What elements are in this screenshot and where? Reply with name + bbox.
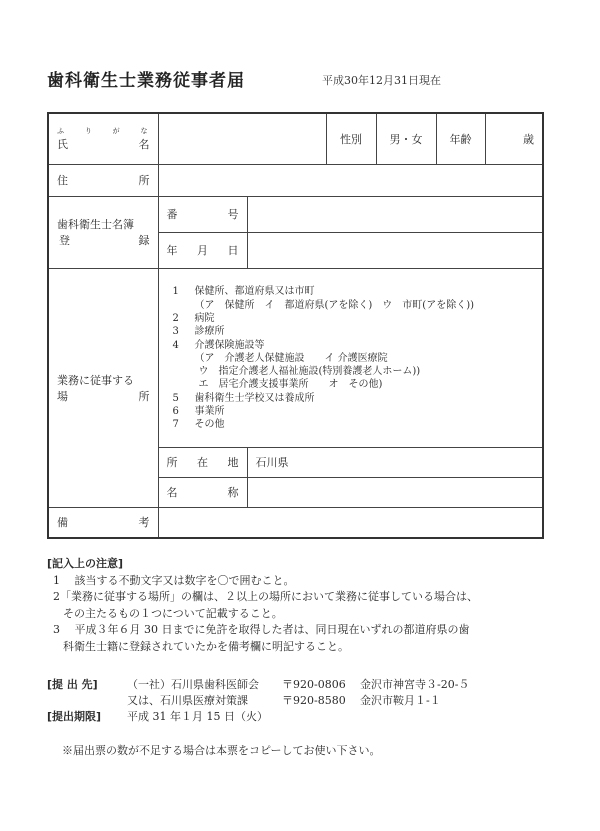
deadline-label: [提出期限] [47,710,102,723]
notes-section [47,556,557,655]
workplace-location-label: 所 在 地 [158,447,247,477]
registration-form-table [47,112,544,539]
workplace-sub-option[interactable]: （ア 介護老人保健施設 イ 介護医療院 [194,352,388,364]
workplace-name-field[interactable] [247,477,543,507]
address-field[interactable] [158,164,543,196]
workplace-name-label: 名 称 [158,477,247,507]
age-label: 年齢 [436,113,485,164]
name-label-cell [48,113,158,164]
registry-date-label: 年 月 日 [158,232,247,268]
note-item-continued: その主たるもの１つについて記載すること。 [63,606,283,620]
name-row [48,113,543,164]
form-title: 歯科衛生士業務従事者届 [47,71,245,91]
workplace-option[interactable]: 1 保健所、都道府県又は市町 [172,286,315,298]
registry-label: 歯科衛生士名簿 登 録 [48,196,158,268]
deadline-value: 平成 31 年１月 15 日（火） [127,710,268,723]
name-label: 氏 名 [57,137,150,151]
note-item: 1 該当する不動文字又は数字を〇で囲むこと。 [53,573,295,587]
registry-number-field[interactable] [247,196,543,232]
submission-to-label: [提 出 先] [47,678,98,691]
footer-note: ※届出票の数が不足する場合は本票をコピーしてお使い下さい。 [62,744,381,757]
remarks-label: 備 考 [48,507,158,538]
address-row [48,164,543,196]
workplace-option[interactable]: 3 診療所 [172,326,225,338]
notes-heading: [記入上の注意] [47,557,124,570]
workplace-sub-option[interactable]: （ア 保健所 イ 都道府県(アを除く) ウ 市町(アを除く)) [194,299,475,311]
workplace-sub-option[interactable]: ウ 指定介護老人福祉施設(特別養護老人ホーム)) [198,366,421,378]
remarks-field[interactable] [158,507,543,538]
workplace-options [158,268,543,447]
workplace-options-row [48,268,543,447]
workplace-option[interactable]: 6 事業所 [172,406,225,418]
address-label: 住 所 [48,164,158,196]
note-item: 2「業務に従事する場所」の欄は、２以上の場所において業務に従事している場合は、 [53,590,478,603]
workplace-option[interactable]: 4 介護保険施設等 [172,339,265,351]
submission-destination-1: [提 出 先] （一社）石川県歯科医師会 〒920-0806 金沢市神宮寺３-20-５ [47,678,470,691]
age-field[interactable] [485,113,543,164]
furigana-label: ふ り が な [57,126,148,135]
gender-label: 性別 [326,113,376,164]
submission-section [47,677,469,725]
submission-destination-2: 又は、石川県医療対策課 〒920-8580 金沢市鞍月１-１ [127,694,441,707]
note-item-continued: 科衛生士籍に登録されていたかを備考欄に明記すること。 [63,639,349,653]
registry-number-label: 番 号 [158,196,247,232]
remarks-row [48,507,543,538]
age-unit: 歳 [523,132,534,146]
gender-options[interactable]: 男・女 [376,113,436,164]
note-item: 3 平成３年６月 30 日までに免許を取得した者は、同日現在いずれの都道府県の歯 [53,623,470,636]
workplace-label: 業務に従事する 場 所 [48,268,158,507]
submission-deadline [47,709,469,725]
workplace-location-field[interactable]: 石川県 [247,447,543,477]
workplace-option[interactable]: 7 その他 [172,419,225,431]
workplace-option[interactable]: 5 歯科衛生士学校又は養成所 [172,392,315,404]
workplace-option[interactable]: 2 病院 [172,312,215,324]
name-field[interactable] [158,113,326,164]
registry-date-field[interactable] [247,232,543,268]
as-of-date: 平成30年12月31日現在 [322,74,441,87]
workplace-sub-option[interactable]: エ 居宅介護支援事業所 オ その他) [198,379,383,391]
registry-number-row [48,196,543,232]
